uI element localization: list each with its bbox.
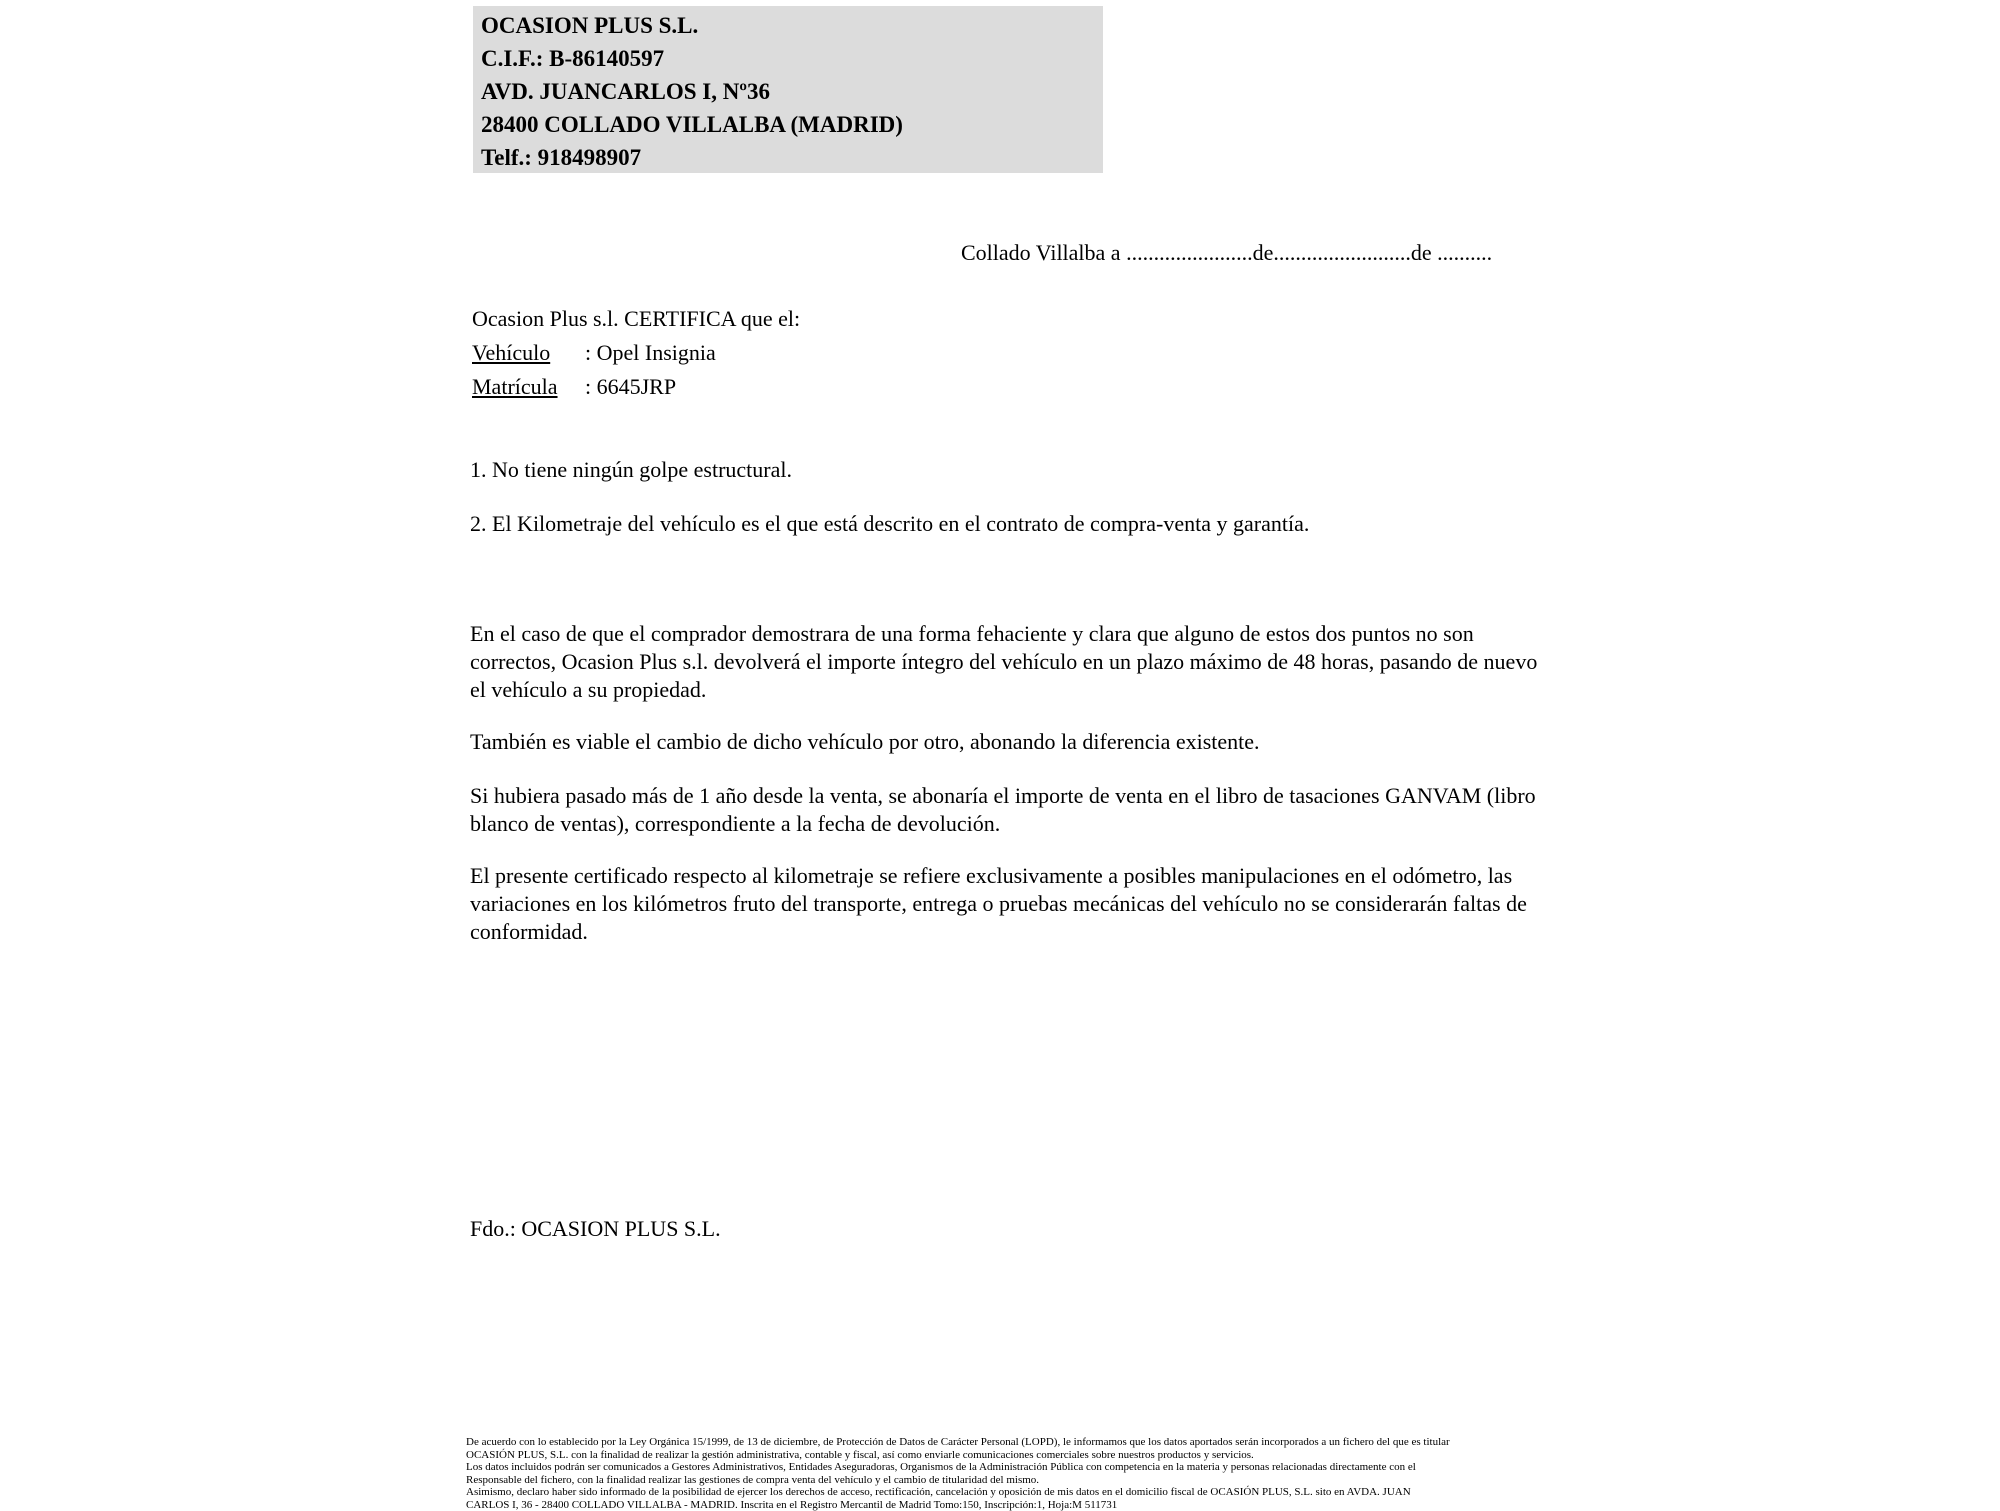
certification-block	[472, 302, 800, 404]
company-header-box	[473, 6, 1103, 173]
vehicle-field-value: : Opel Insignia	[585, 340, 716, 365]
footer-line-2: OCASIÓN PLUS, S.L. con la finalidad de realizar la gestión administrativa, contable y fiscal, así como enviarle comunicaciones comerciales sobre nuestros productos y servicios.	[466, 1449, 1566, 1462]
exchange-paragraph: También es viable el cambio de dicho vehículo por otro, abonando la diferencia existente.	[470, 728, 1550, 756]
vehicle-field-label: Vehículo	[472, 340, 550, 365]
ganvam-paragraph: Si hubiera pasado más de 1 año desde la venta, se abonaría el importe de venta en el libro de tasaciones GANVAM (libro blanco de ventas), correspondiente a la fecha de devolución.	[470, 782, 1550, 838]
plate-field-value: : 6645JRP	[585, 374, 676, 399]
plate-field-label-wrap	[472, 370, 585, 404]
vehicle-field-label-wrap	[472, 336, 585, 370]
footer-line-1: De acuerdo con lo establecido por la Ley Orgánica 15/1999, de 13 de diciembre, de Protección de Datos de Carácter Personal (LOPD), le informamos que los datos aportados serán incorporados a un fichero del que es titular	[466, 1436, 1566, 1449]
certification-intro: Ocasion Plus s.l. CERTIFICA que el:	[472, 302, 800, 336]
date-place-line: Collado Villalba a .......................de.........................de ..........	[961, 240, 1492, 266]
company-phone: Telf.: 918498907	[481, 141, 1103, 174]
company-address: AVD. JUANCARLOS I, Nº36	[481, 75, 1103, 108]
odometer-paragraph: El presente certificado respecto al kilometraje se refiere exclusivamente a posibles manipulaciones en el odómetro, las variaciones en los kilómetros fruto del transporte, entrega o pruebas mecánicas del vehículo no se considerarán faltas de conformidad.	[470, 862, 1550, 946]
refund-paragraph: En el caso de que el comprador demostrara de una forma fehaciente y clara que alguno de estos dos puntos no son correctos, Ocasion Plus s.l. devolverá el importe íntegro del vehículo en un plazo máximo de 48 horas, pasando de nuevo el vehículo a su propiedad.	[470, 620, 1550, 704]
company-cif: C.I.F.: B-86140597	[481, 42, 1103, 75]
certified-point-1: 1. No tiene ningún golpe estructural.	[470, 456, 792, 484]
footer-line-5: Asimismo, declaro haber sido informado de la posibilidad de ejercer los derechos de acceso, rectificación, cancelación y oposición de mis datos en el domicilio fiscal de OCASIÓN PLUS, S.L. sito en AVDA. JUAN	[466, 1486, 1566, 1499]
footer-line-3: Los datos incluidos podrán ser comunicados a Gestores Administrativos, Entidades Aseguradoras, Organismos de la Administración Pública con competencia en la materia y personas relacionadas directamente con el	[466, 1461, 1566, 1474]
certified-point-2: 2. El Kilometraje del vehículo es el que está descrito en el contrato de compra-venta y garantía.	[470, 510, 1309, 538]
plate-field-label: Matrícula	[472, 374, 558, 399]
footer-line-6: CARLOS I, 36 - 28400 COLLADO VILLALBA - MADRID. Inscrita en el Registro Mercantil de Madrid Tomo:150, Inscripción:1, Hoja:M 511731	[466, 1499, 1566, 1511]
vehicle-field-row	[472, 336, 800, 370]
footer-line-4: Responsable del fichero, con la finalidad realizar las gestiones de compra venta del vehículo y el cambio de titularidad del mismo.	[466, 1474, 1566, 1487]
legal-footer	[466, 1436, 1566, 1511]
company-city: 28400 COLLADO VILLALBA (MADRID)	[481, 108, 1103, 141]
signature-line: Fdo.: OCASION PLUS S.L.	[470, 1216, 721, 1242]
company-name: OCASION PLUS S.L.	[481, 9, 1103, 42]
plate-field-row	[472, 370, 800, 404]
